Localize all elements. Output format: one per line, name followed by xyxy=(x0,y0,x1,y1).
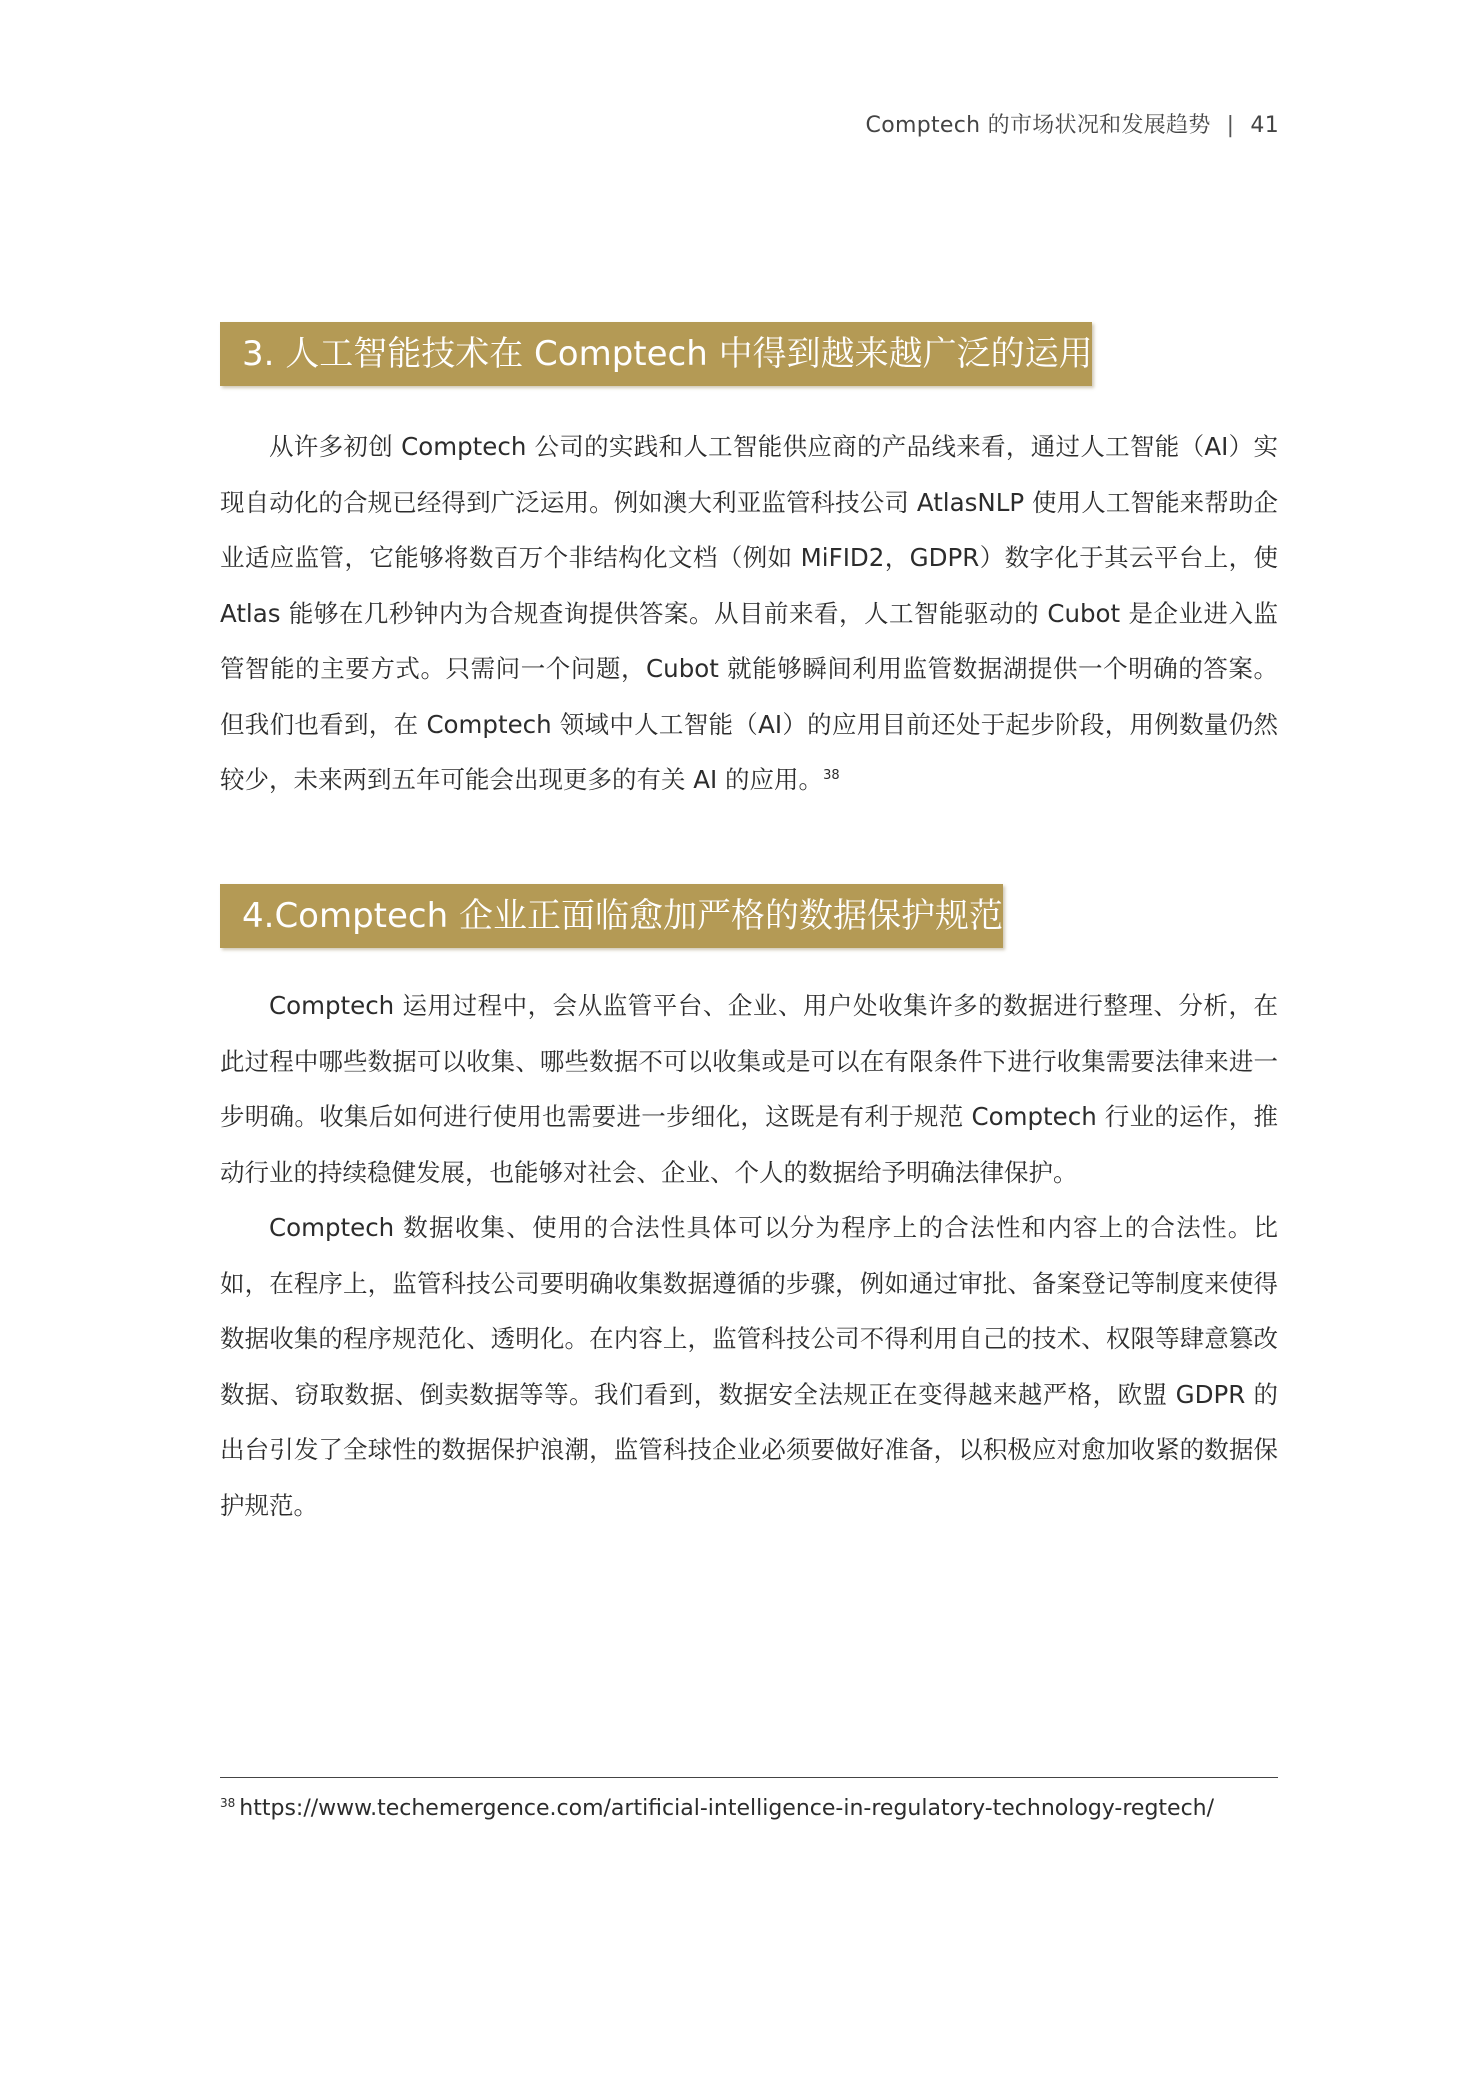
footnote-number: 38 xyxy=(220,1795,236,1810)
section-3-body xyxy=(220,419,1278,808)
page-number: 41 xyxy=(1250,113,1279,138)
section-4-heading: 4.Comptech 企业正面临愈加严格的数据保护规范 xyxy=(220,884,1003,948)
footnote xyxy=(220,1793,1278,1825)
section-4-body xyxy=(220,978,1278,1533)
section-4-paragraph-1: Comptech 运用过程中，会从监管平台、企业、用户处收集许多的数据进行整理、分析，在此过程中哪些数据可以收集、哪些数据不可以收集或是可以在有限条件下进行收集需要法律来进一步明确。收集后如何进行使用也需要进一步细化，这既是有利于规范 Comptech 行业的运作，推动行业的持续稳健发展，也能够对社会、企业、个人的数据给予明确法律保护。 xyxy=(220,991,1278,1187)
section-4-paragraph-2: Comptech 数据收集、使用的合法性具体可以分为程序上的合法性和内容上的合法性。比如，在程序上，监管科技公司要明确收集数据遵循的步骤，例如通过审批、备案登记等制度来使得数据收集的程序规范化、透明化。在内容上，监管科技公司不得利用自己的技术、权限等肆意篡改数据、窃取数据、倒卖数据等等。我们看到，数据安全法规正在变得越来越严格，欧盟 GDPR 的出台引发了全球性的数据保护浪潮，监管科技企业必须要做好准备，以积极应对愈加收紧的数据保护规范。 xyxy=(220,1213,1278,1520)
section-3-paragraph xyxy=(220,419,1278,808)
running-title: Comptech 的市场状况和发展趋势 xyxy=(865,113,1211,138)
section-3-paragraph-text: 从许多初创 Comptech 公司的实践和人工智能供应商的产品线来看，通过人工智能（AI）实现自动化的合规已经得到广泛运用。例如澳大利亚监管科技公司 AtlasNLP 使用人工智能来帮助企业适应监管，它能够将数百万个非结构化文档（例如 MiFID2，GDPR）数字化于其云平台上，使 Atlas 能够在几秒钟内为合规查询提供答案。从目前来看，人工智能驱动的 Cubot 是企业进入监管智能的主要方式。只需问一个问题，Cubot 就能够瞬间利用监管数据湖提供一个明确的答案。但我们也看到，在 Comptech 领域中人工智能（AI）的应用目前还处于起步阶段，用例数量仍然较少，未来两到五年可能会出现更多的有关 AI 的应用。 xyxy=(220,432,1278,794)
section-3-heading: 3. 人工智能技术在 Comptech 中得到越来越广泛的运用 xyxy=(220,322,1092,386)
footnote-link[interactable]: https://www.techemergence.com/artificial-intelligence-in-regulatory-technology-regtech/ xyxy=(239,1796,1215,1821)
running-header xyxy=(866,108,1279,139)
footnote-divider xyxy=(220,1777,1278,1778)
header-separator: | xyxy=(1226,113,1235,138)
footnote-reference[interactable]: 38 xyxy=(823,767,840,783)
